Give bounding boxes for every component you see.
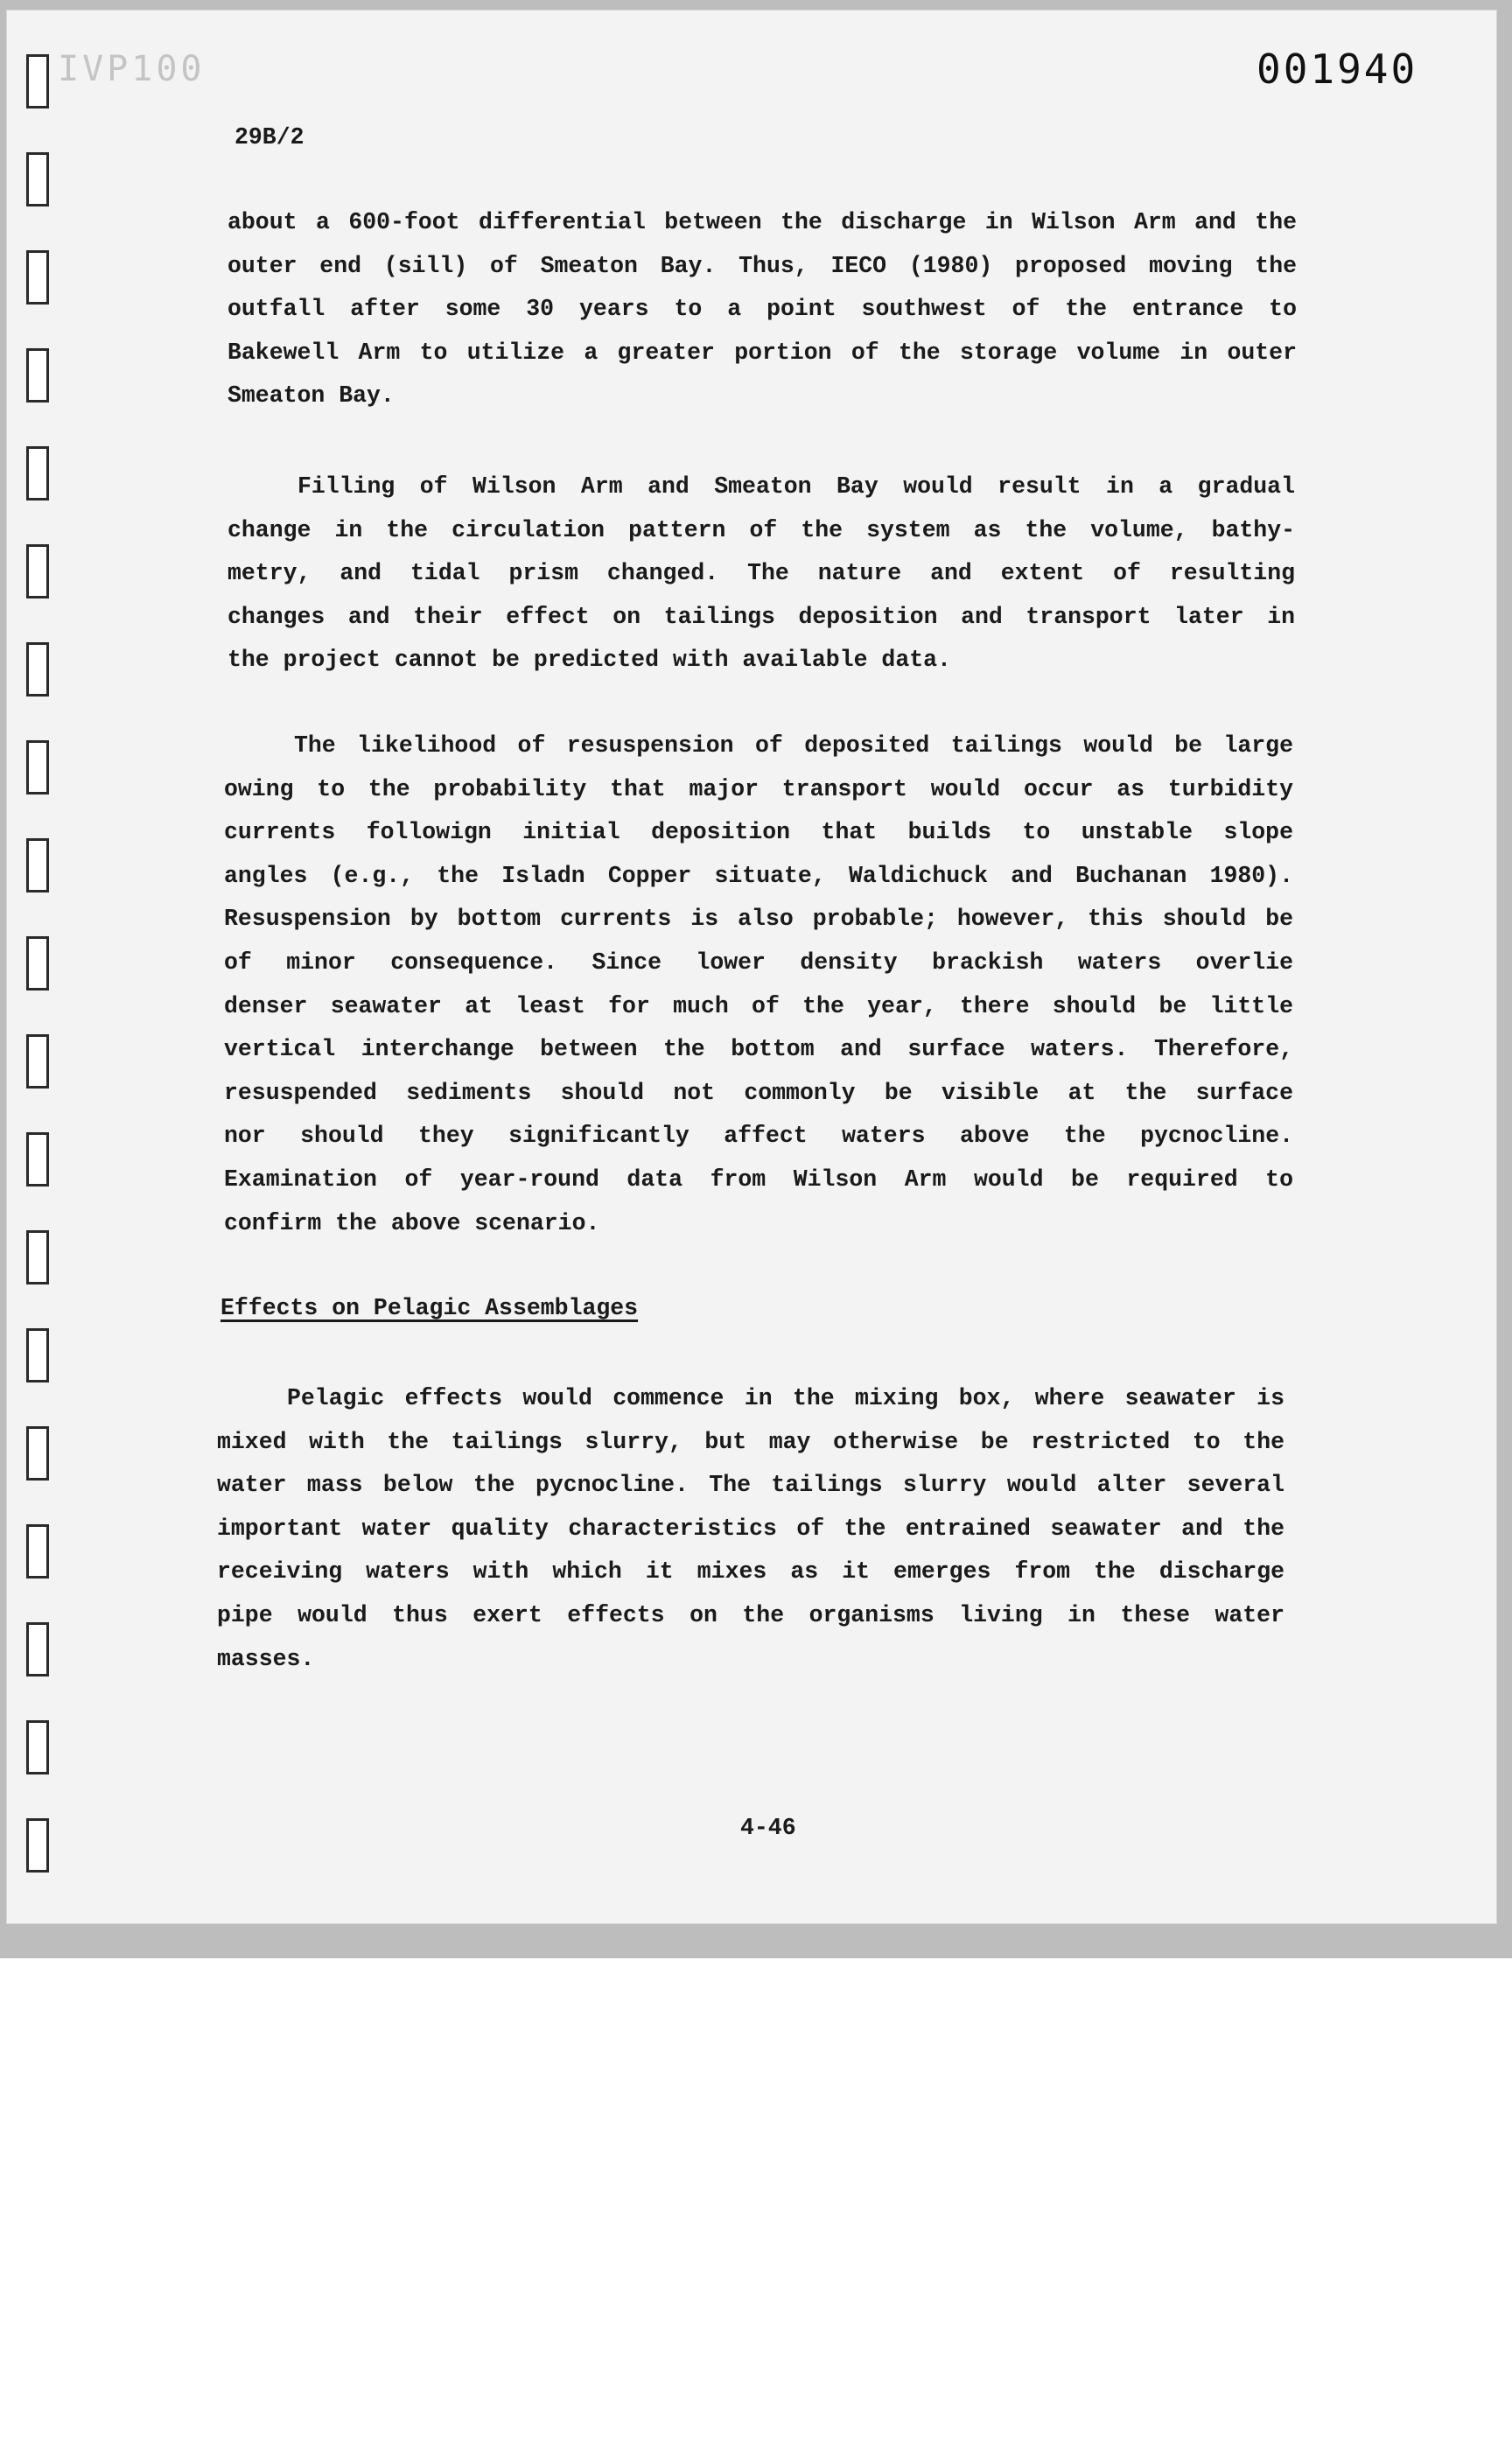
- text-line: The likelihood of resuspension of deposited tailings would be large: [294, 732, 1293, 759]
- text-line: the project cannot be predicted with available data.: [228, 647, 951, 674]
- text-line: pipe would thus exert effects on the organisms living in these water: [217, 1601, 1284, 1628]
- document-number-stamp: 001940: [1256, 46, 1418, 93]
- text-line: mixed with the tailings slurry, but may otherwise be restricted to the: [217, 1428, 1284, 1455]
- binder-hole: [26, 152, 49, 206]
- binder-hole: [26, 1034, 49, 1088]
- binder-holes: [26, 54, 56, 1892]
- paragraph-2: [228, 466, 1295, 682]
- text-line: receiving waters with which it mixes as it emerges from the discharge: [217, 1558, 1284, 1586]
- binder-hole: [26, 446, 49, 500]
- text-line: about a 600-foot differential between the discharge in Wilson Arm and the: [228, 209, 1297, 235]
- text-line: confirm the above scenario.: [224, 1209, 600, 1236]
- text-line: outer end (sill) of Smeaton Bay. Thus, IECO (1980) proposed moving the: [228, 252, 1297, 279]
- text-line: metry, and tidal prism changed. The nature and extent of resulting: [228, 560, 1295, 587]
- document-page: [7, 10, 1496, 1923]
- binder-hole: [26, 54, 49, 108]
- text-line: Resuspension by bottom currents is also probable; however, this should be: [224, 906, 1293, 933]
- binder-hole: [26, 936, 49, 990]
- text-line: Smeaton Bay.: [228, 382, 395, 410]
- text-line: Filling of Wilson Arm and Smeaton Bay would result in a gradual: [298, 473, 1295, 500]
- binder-hole: [26, 1230, 49, 1284]
- text-line: change in the circulation pattern of the system as the volume, bathy-: [228, 516, 1295, 543]
- binder-hole: [26, 1426, 49, 1480]
- binder-hole: [26, 838, 49, 892]
- binder-hole: [26, 642, 49, 696]
- binder-hole: [26, 1524, 49, 1578]
- text-line: owing to the probability that major transport would occur as turbidity: [224, 775, 1293, 802]
- binder-hole: [26, 740, 49, 794]
- section-heading: Effects on Pelagic Assemblages: [220, 1295, 639, 1321]
- text-line: of minor consequence. Since lower density brackish waters overlie: [224, 948, 1293, 976]
- document-id: 29B/2: [234, 124, 304, 150]
- paragraph-1: [228, 201, 1297, 418]
- binder-hole: [26, 1132, 49, 1186]
- binder-hole: [26, 544, 49, 598]
- text-line: water mass below the pycnocline. The tailings slurry would alter several: [217, 1472, 1284, 1499]
- text-line: important water quality characteristics of the entrained seawater and the: [217, 1515, 1284, 1542]
- text-line: Pelagic effects would commence in the mixing box, where seawater is: [287, 1385, 1284, 1411]
- text-line: vertical interchange between the bottom and surface waters. Therefore,: [224, 1036, 1293, 1063]
- text-line: outfall after some 30 years to a point southwest of the entrance to: [228, 296, 1297, 323]
- binder-hole: [26, 1622, 49, 1676]
- page-number: 4-46: [740, 1815, 796, 1841]
- text-line: angles (e.g., the Isladn Copper situate, Waldichuck and Buchanan 1980).: [224, 862, 1293, 889]
- binder-hole: [26, 250, 49, 304]
- text-line: denser seawater at least for much of the year, there should be little: [224, 992, 1293, 1019]
- text-line: changes and their effect on tailings deposition and transport later in: [228, 603, 1295, 630]
- paragraph-3: [224, 724, 1293, 1245]
- text-line: masses.: [217, 1645, 315, 1672]
- text-line: resuspended sediments should not commonly be visible at the surface: [224, 1079, 1293, 1106]
- binder-hole: [26, 1720, 49, 1774]
- binder-hole: [26, 1818, 49, 1872]
- text-line: nor should they significantly affect waters above the pycnocline.: [224, 1123, 1293, 1150]
- paragraph-4: [217, 1377, 1284, 1681]
- text-line: Bakewell Arm to utilize a greater portion of the storage volume in outer: [228, 339, 1297, 366]
- text-line: currents followign initial deposition that builds to unstable slope: [224, 819, 1293, 846]
- binder-hole: [26, 1328, 49, 1382]
- binder-hole: [26, 348, 49, 402]
- text-line: Examination of year-round data from Wilson Arm would be required to: [224, 1166, 1293, 1193]
- faint-stamp: IVP100: [58, 49, 206, 89]
